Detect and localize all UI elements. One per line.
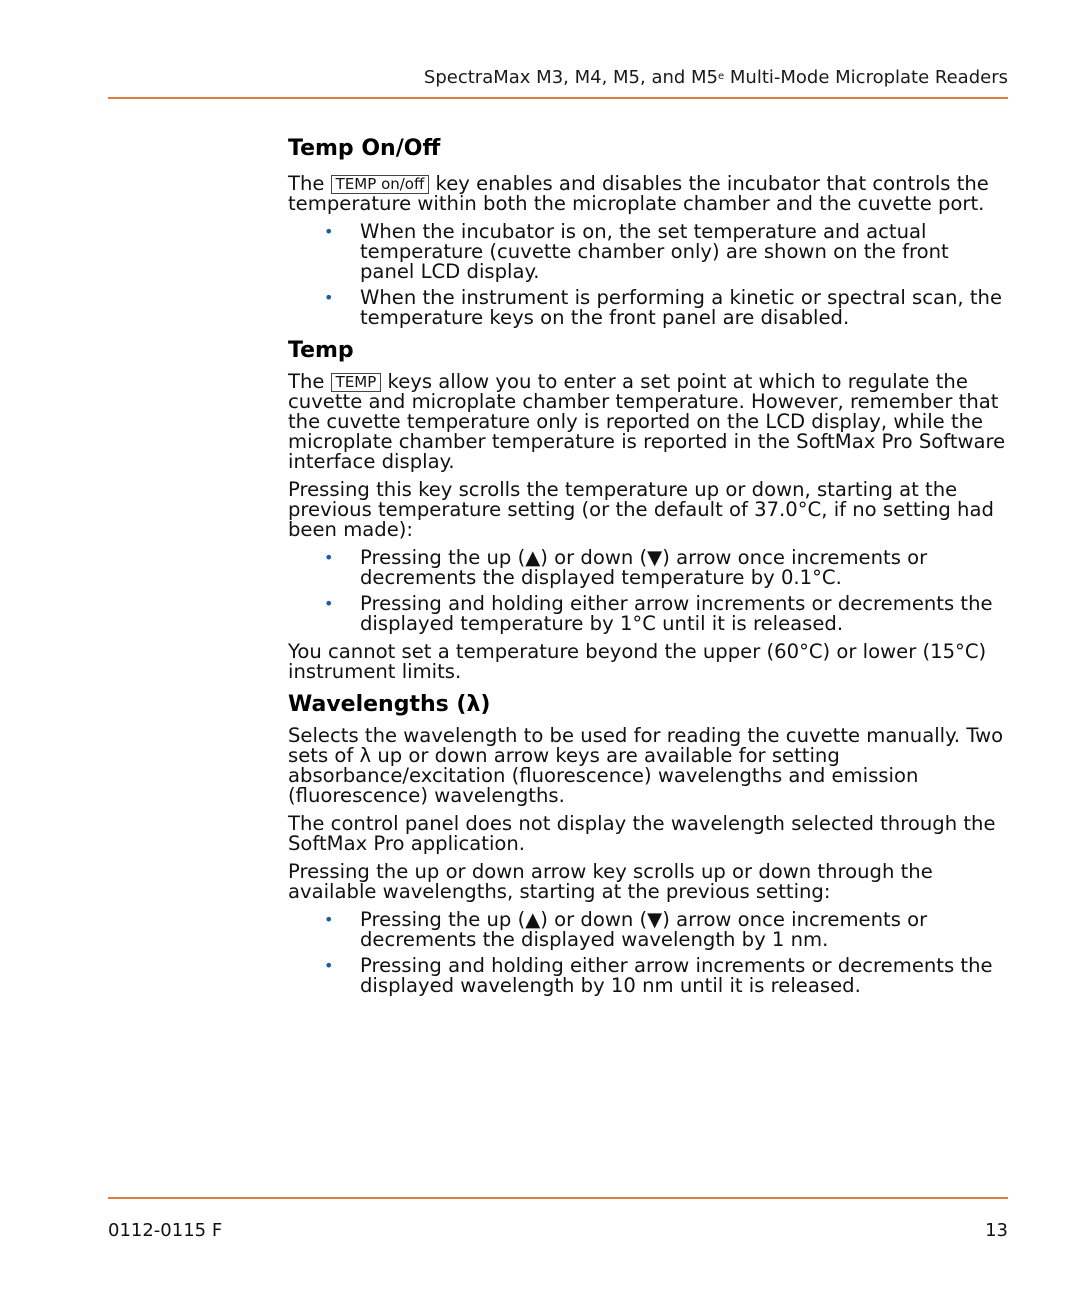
bullet-icon: • <box>324 548 334 567</box>
paragraph: Pressing this key scrolls the temperature up or down, starting at the previous temperature setting (or the default of 37.0°C, if no setting had been made): <box>288 478 994 541</box>
bullet-icon: • <box>324 288 334 307</box>
paragraph: The TEMP on/off key enables and disables the incubator that controls the temperature within both the microplate chamber and the cuvette port. <box>288 172 989 215</box>
bullet-icon: • <box>324 594 334 613</box>
paragraph: The control panel does not display the wavelength selected through the SoftMax Pro application. <box>288 812 996 855</box>
page-content <box>288 134 1008 996</box>
page-header <box>108 62 1008 99</box>
page-number: 13 <box>985 1220 1008 1241</box>
paragraph: The TEMP keys allow you to enter a set point at which to regulate the cuvette and microplate chamber temperature. However, remember that the cuvette temperature only is reported on the LCD display, while the microplate chamber temperature is reported in the SoftMax Pro Software interface display. <box>288 370 1006 473</box>
list-item: • Pressing the up (▲) or down (▼) arrow once increments or decrements the displayed temperature by 0.1°C. <box>324 546 928 589</box>
section-heading-temp-onoff: Temp On/Off <box>288 136 441 161</box>
list-item: • Pressing and holding either arrow increments or decrements the displayed wavelength by 10 nm until it is released. <box>324 954 993 997</box>
bullet-icon: • <box>324 956 334 975</box>
list-item: • Pressing and holding either arrow increments or decrements the displayed temperature by 1°C until it is released. <box>324 592 993 635</box>
temp-onoff-key: TEMP on/off <box>331 175 430 194</box>
paragraph: You cannot set a temperature beyond the upper (60°C) or lower (15°C) instrument limits. <box>288 640 987 683</box>
list-item: • When the instrument is performing a kinetic or spectral scan, the temperature keys on the front panel are disabled. <box>324 286 1003 329</box>
temp-key: TEMP <box>331 373 382 392</box>
section-heading-temp: Temp <box>288 338 354 363</box>
header-title: SpectraMax M3, M4, M5, and M5e Multi-Mode Microplate Readers <box>423 67 1008 88</box>
paragraph: Selects the wavelength to be used for reading the cuvette manually. Two sets of λ up or down arrow keys are available for setting absorbance/excitation (fluorescence) wavelengths and emission (fluorescence) wavelengths. <box>288 724 1004 807</box>
bullet-list <box>288 910 1008 996</box>
bullet-list <box>288 548 1008 634</box>
list-item: • When the incubator is on, the set temperature and actual temperature (cuvette chamber only) are shown on the front panel LCD display. <box>324 220 949 283</box>
list-item: • Pressing the up (▲) or down (▼) arrow once increments or decrements the displayed wavelength by 1 nm. <box>324 908 928 951</box>
bullet-icon: • <box>324 910 334 929</box>
section-heading-wavelengths: Wavelengths (λ) <box>288 692 491 717</box>
bullet-icon: • <box>324 222 334 241</box>
paragraph: Pressing the up or down arrow key scrolls up or down through the available wavelengths, starting at the previous setting: <box>288 860 933 903</box>
bullet-list <box>288 222 1008 328</box>
footer-divider <box>108 1197 1008 1199</box>
document-number: 0112-0115 F <box>108 1220 223 1241</box>
